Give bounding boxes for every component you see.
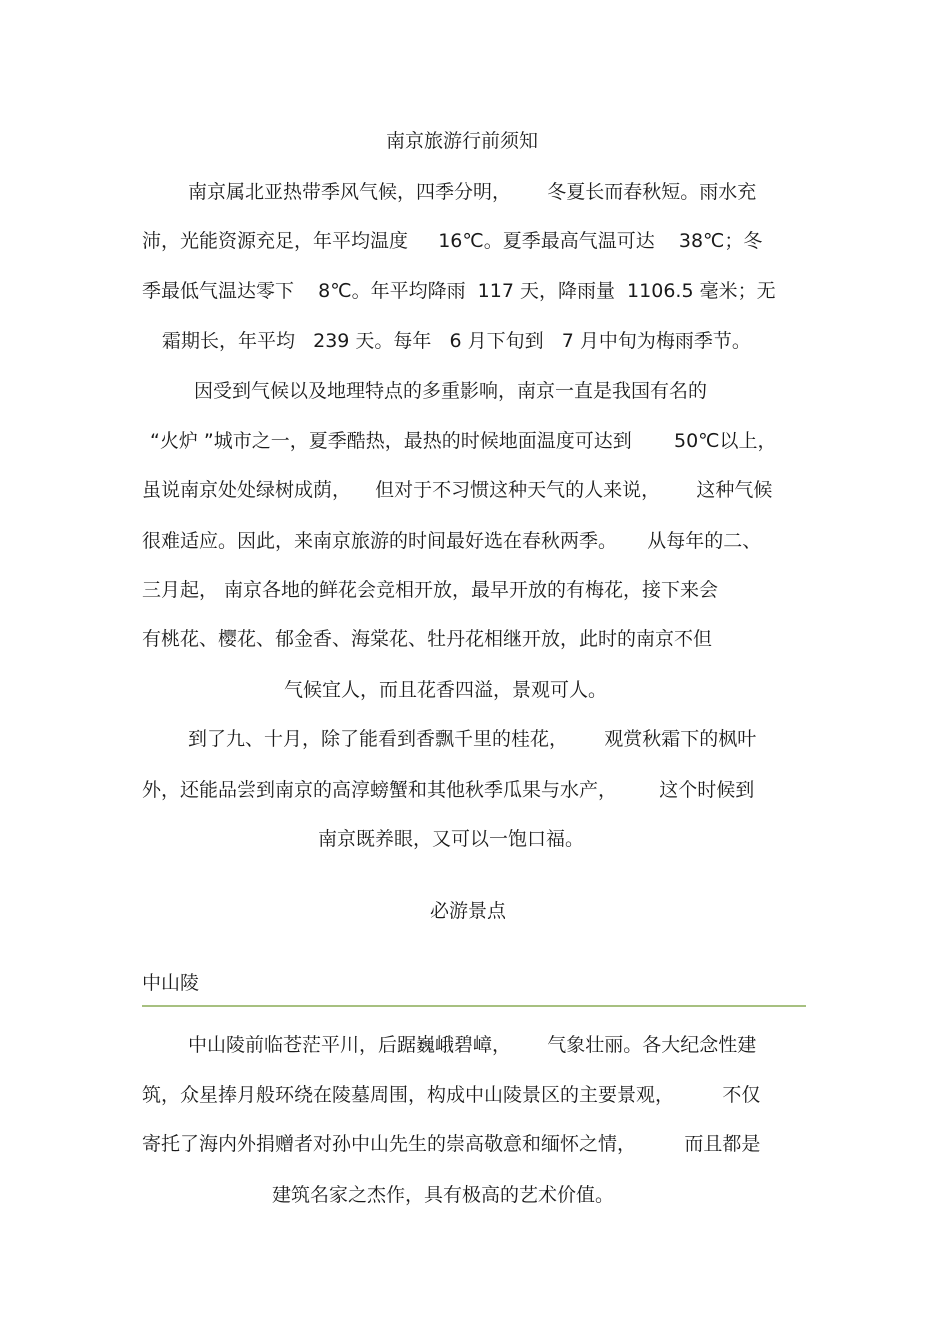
autumn-line-1: 到了九、十月，除了能看到香飘千里的桂花， 观赏秋霜下的枫叶 [188,728,757,750]
heat-line-3: 虽说南京处处绿树成荫， 但对于不习惯这种天气的人来说， 这种气候 [142,479,773,501]
heat-line-2: “火炉 ”城市之一，夏季酷热，最热的时候地面温度可达到 50℃以上， [150,430,777,452]
heat-line-7: 气候宜人，而且花香四溢，景观可人。 [284,679,608,701]
spot-line-4: 建筑名家之杰作，具有极高的艺术价值。 [272,1184,615,1206]
spot-line-3: 寄托了海内外捐赠者对孙中山先生的崇高敬意和缅怀之情， 而且都是 [142,1133,761,1155]
spot-line-1: 中山陵前临苍茫平川，后踞巍峨碧嶂， 气象壮丽。各大纪念性建 [188,1034,757,1056]
heat-line-1: 因受到气候以及地理特点的多重影响，南京一直是我国有名的 [194,380,708,402]
heat-line-5: 三月起， 南京各地的鲜花会竞相开放，最早开放的有梅花，接下来会 [142,579,719,601]
autumn-line-3: 南京既养眼，又可以一饱口福。 [318,828,585,850]
heat-line-6: 有桃花、樱花、郁金香、海棠花、牡丹花相继开放，此时的南京不但 [142,628,713,650]
section-divider [142,1005,806,1007]
attractions-heading: 必游景点 [430,900,507,922]
autumn-line-2: 外，还能品尝到南京的高淳螃蟹和其他秋季瓜果与水产， 这个时候到 [142,779,755,801]
climate-line-4: 霜期长，年平均 239 天。每年 6 月下旬到 7 月中旬为梅雨季节。 [162,330,751,352]
heat-line-4: 很难适应。因此，来南京旅游的时间最好选在春秋两季。 从每年的二、 [142,530,762,552]
spot-line-2: 筑，众星捧月般环绕在陵墓周围，构成中山陵景区的主要景观， 不仅 [142,1084,761,1106]
climate-line-1: 南京属北亚热带季风气候，四季分明， 冬夏长而春秋短。雨水充 [188,181,757,203]
spot-heading: 中山陵 [142,972,200,994]
climate-line-3: 季最低气温达零下 8℃。年平均降雨 117 天，降雨量 1106.5 毫米；无 [142,280,776,302]
page-title: 南京旅游行前须知 [386,130,539,152]
climate-line-2: 沛，光能资源充足，年平均温度 16℃。夏季最高气温可达 38℃；冬 [142,230,763,252]
